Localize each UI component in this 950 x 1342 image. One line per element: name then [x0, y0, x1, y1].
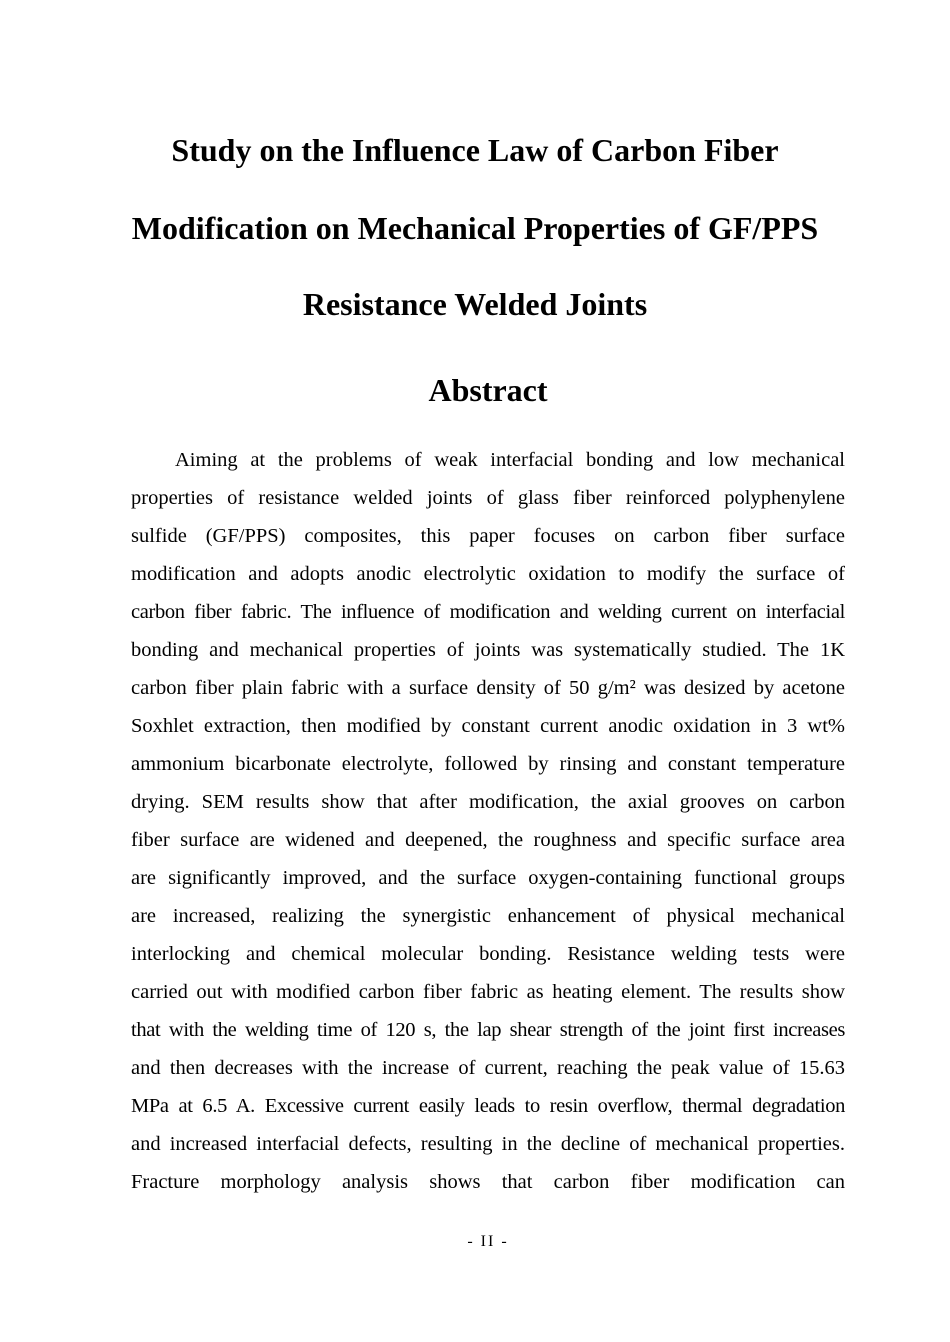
abstract-line: Aiming at the problems of weak interfacial bonding and low mechanical: [175, 449, 845, 471]
paper-title-line-3: Resistance Welded Joints: [302, 286, 648, 322]
abstract-line: MPa at 6.5 A. Excessive current easily leads to resin overflow, thermal degradation: [131, 1095, 845, 1117]
abstract-line: that with the welding time of 120 s, the lap shear strength of the joint first increases: [131, 1019, 845, 1041]
abstract-heading: Abstract: [428, 372, 548, 408]
abstract-line: are significantly improved, and the surface oxygen-containing functional groups: [131, 867, 845, 889]
abstract-line: and increased interfacial defects, resulting in the decline of mechanical properties.: [131, 1133, 845, 1155]
abstract-line: sulfide (GF/PPS) composites, this paper focuses on carbon fiber surface: [131, 525, 845, 547]
abstract-line: Fracture morphology analysis shows that carbon fiber modification can: [131, 1171, 845, 1193]
abstract-line: bonding and mechanical properties of joints was systematically studied. The 1K: [131, 639, 845, 661]
abstract-line: fiber surface are widened and deepened, the roughness and specific surface area: [131, 829, 845, 851]
abstract-line: interlocking and chemical molecular bonding. Resistance welding tests were: [131, 943, 845, 965]
abstract-line: are increased, realizing the synergistic enhancement of physical mechanical: [131, 905, 845, 927]
abstract-line: carried out with modified carbon fiber fabric as heating element. The results show: [131, 981, 845, 1003]
abstract-line: carbon fiber fabric. The influence of modification and welding current on interfacial: [131, 601, 845, 623]
abstract-line: and then decreases with the increase of current, reaching the peak value of 15.63: [131, 1057, 845, 1079]
abstract-line: carbon fiber plain fabric with a surface density of 50 g/m² was desized by acetone: [131, 677, 845, 699]
page-number: - II -: [467, 1233, 509, 1250]
abstract-line: drying. SEM results show that after modification, the axial grooves on carbon: [131, 791, 845, 813]
abstract-line: ammonium bicarbonate electrolyte, followed by rinsing and constant temperature: [131, 753, 845, 775]
paper-title-line-1: Study on the Influence Law of Carbon Fiber: [171, 132, 779, 168]
abstract-line: Soxhlet extraction, then modified by constant current anodic oxidation in 3 wt%: [131, 715, 845, 737]
paper-title-line-2: Modification on Mechanical Properties of GF/PPS: [131, 210, 819, 246]
abstract-line: modification and adopts anodic electrolytic oxidation to modify the surface of: [131, 563, 845, 585]
abstract-line: properties of resistance welded joints of glass fiber reinforced polyphenylene: [131, 487, 845, 509]
